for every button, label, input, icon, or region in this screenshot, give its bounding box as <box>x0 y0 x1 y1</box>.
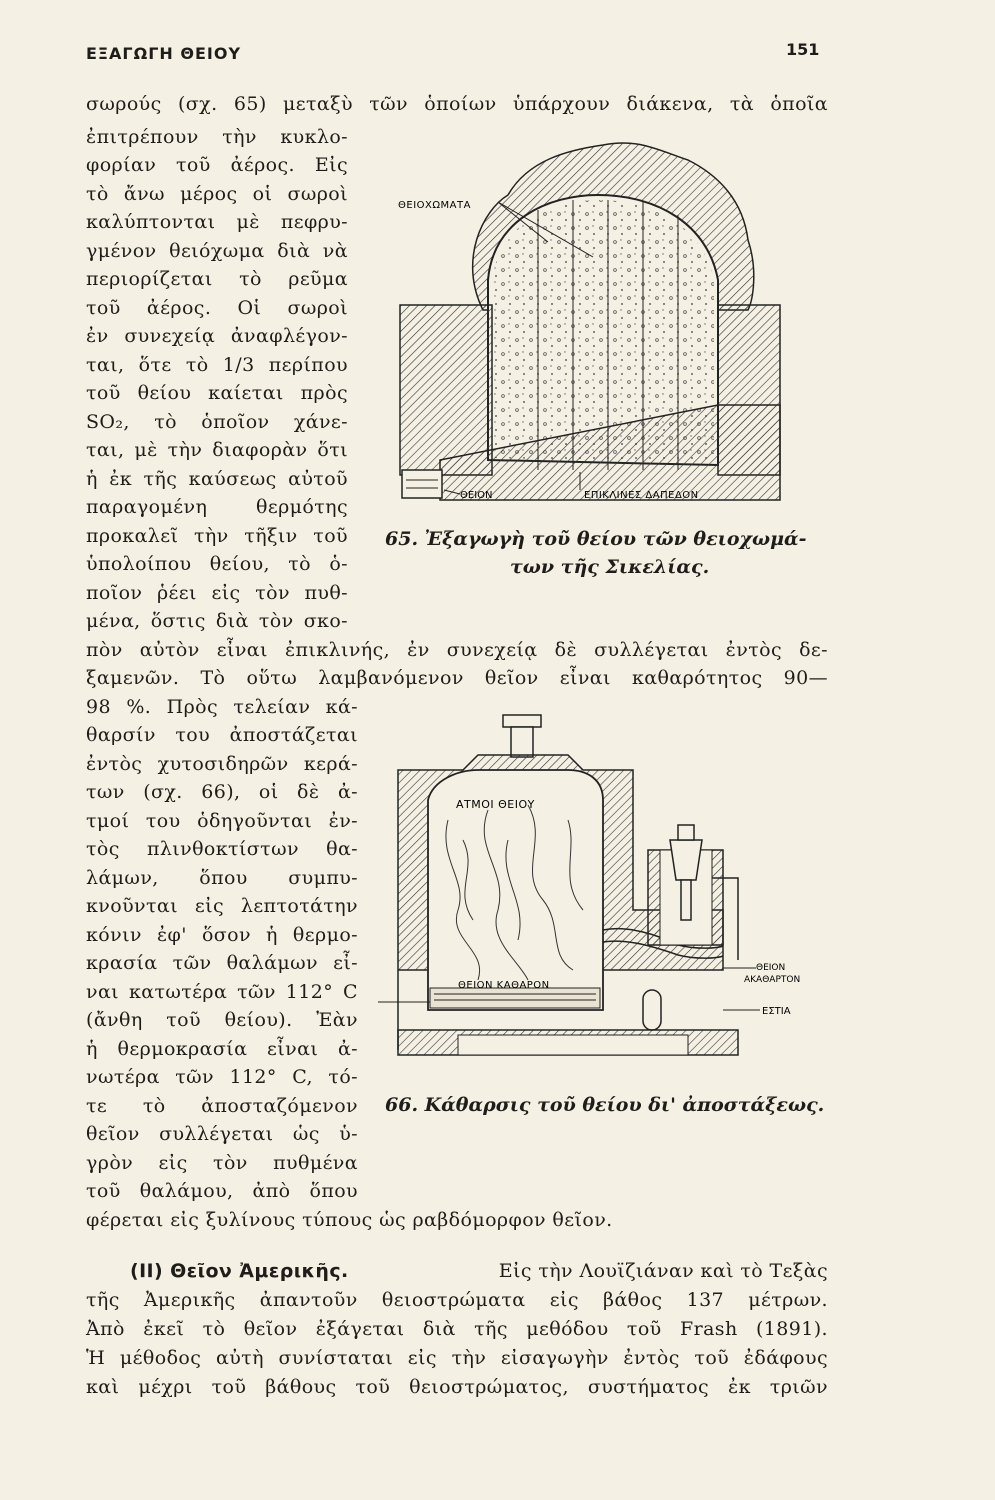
text-line: ἐντὸς χυτοσιδηρῶν κερά- <box>86 753 358 775</box>
kettle <box>670 840 702 880</box>
section-heading-line <box>130 1260 828 1282</box>
text-line: ὑπολοίπου θείου, τὸ ὁ- <box>86 553 348 575</box>
text-line: τὸ ἄνω μέρος οἱ σωροὶ <box>86 183 348 205</box>
text-line: ἡ ἐκ τῆς καύσεως αὐτοῦ <box>86 468 348 490</box>
text-line: νωτέρα τῶν 112° C, τό- <box>86 1066 358 1088</box>
text-line: φέρεται εἰς ξυλίνους τύπους ὡς ραβδόμορφον θεῖον. <box>86 1209 613 1231</box>
collection-basin <box>402 470 442 498</box>
text-line: τμοί του ὁδηγοῦνται ἐν- <box>86 810 358 832</box>
text-line: ποῖον ῥέει εἰς τὸν πυθ- <box>86 582 348 604</box>
text-line: ἡ θερμοκρασία εἶναι ἀ- <box>86 1038 358 1060</box>
text-line: πὸν αὐτὸν εἶναι ἐπικλινής, ἐν συνεχείᾳ δὲ συλλέγεται ἐντὸς δε- <box>86 639 828 661</box>
text-line: μένα, ὅστις διὰ τὸν σκο- <box>86 610 348 632</box>
text-line: φορίαν τοῦ ἀέρος. Εἰς <box>86 154 348 176</box>
label-sloped-floor: ΕΠΙΚΛΙΝΕΣ ΔΑΠΕΔΟΝ <box>584 490 699 501</box>
page-number: 151 <box>786 40 820 59</box>
text-line: προκαλεῖ τὴν τῆξιν τοῦ <box>86 525 348 547</box>
label-impure-sulfur-2: ΑΚΑΘΑΡΤΟΝ <box>744 975 801 985</box>
label-impure-sulfur: ΘΕΙΟΝ <box>756 963 786 973</box>
text-line: σωρούς (σχ. 65) μεταξὺ τῶν ὁποίων ὑπάρχουν διάκενα, τὰ ὁποῖα <box>86 93 828 115</box>
text-line: γμένον θειόχωμα διὰ νὰ <box>86 240 348 262</box>
text-line: κρασία τῶν θαλάμων εἶ- <box>86 952 358 974</box>
figure-66-diagram <box>378 710 818 1080</box>
text-line: καλύπτονται μὲ πεφρυ- <box>86 211 348 233</box>
label-sulfur: ΘΕΙΟΝ <box>460 490 493 501</box>
hearth-opening <box>643 990 661 1030</box>
text-line: τοῦ θαλάμου, ἀπὸ ὅπου <box>86 1180 358 1202</box>
label-sulfur-vapors: ΑΤΜΟΙ ΘΕΙΟΥ <box>456 798 535 811</box>
text-line: παραγομένη θερμότης <box>86 496 348 518</box>
text-line: τοῦ ἀέρος. Οἱ σωροὶ <box>86 297 348 319</box>
text-line: λάμων, ὅπου συμπυ- <box>86 867 358 889</box>
text-line: ται, ὅτε τὸ 1/3 περίπου <box>86 354 348 376</box>
chimney-cap <box>503 715 541 727</box>
section-heading: (ΙΙ) Θεῖον Ἀμερικῆς. <box>130 1260 349 1282</box>
text-line: τῆς Ἀμερικῆς ἀπαντοῦν θειοστρώματα εἰς βάθος 137 μέτρων. <box>86 1289 828 1311</box>
text-line: θαρσίν του ἀποστάζεται <box>86 724 358 746</box>
text-line: τε τὸ ἀποσταζόμενον <box>86 1095 358 1117</box>
text-line: ἐν συνεχείᾳ ἀναφλέγον- <box>86 325 348 347</box>
running-title: ΕΞΑΓΩΓΗ ΘΕΙΟΥ <box>86 44 242 63</box>
label-hearth: ΕΣΤΙΑ <box>762 1006 791 1017</box>
figure-65-caption: 65. Ἐξαγωγὴ τοῦ θείου τῶν θειοχωμά- <box>385 528 807 550</box>
figure-65-caption-line2: των τῆς Σικελίας. <box>510 556 710 578</box>
text-line: 98 %. Πρὸς τελείαν κά- <box>86 696 358 718</box>
text-line: ἐπιτρέπουν τὴν κυκλο- <box>86 126 348 148</box>
text-line: Ἡ μέθοδος αὐτὴ συνίσταται εἰς τὴν εἰσαγωγὴν ἐντὸς τοῦ ἐδάφους <box>86 1347 828 1369</box>
label-sulfur-earth: ΘΕΙΟΧΩΜΑΤΑ <box>398 200 471 211</box>
text-line: κόνιν ἐφ' ὅσον ἡ θερμο- <box>86 924 358 946</box>
chimney <box>511 727 533 757</box>
figure-66-caption: 66. Κάθαρσις τοῦ θείου δι' ἀποστάξεως. <box>385 1094 825 1116</box>
text-line: κνοῦνται εἰς λεπτοτάτην <box>86 895 358 917</box>
text-line: ξαμενῶν. Τὸ οὕτω λαμβανόμενον θεῖον εἶναι καθαρότητος 90— <box>86 667 828 689</box>
text-line: τὸς πλινθοκτίστων θα- <box>86 838 358 860</box>
text-line: γρὸν εἰς τὸν πυθμένα <box>86 1152 358 1174</box>
text-line: SO₂, τὸ ὁποῖον χάνε- <box>86 411 348 433</box>
pure-sulfur-pool <box>430 988 600 1008</box>
text-line: ται, μὲ τὴν διαφορὰν ὅτι <box>86 439 348 461</box>
text-line: των (σχ. 66), οἱ δὲ ἀ- <box>86 781 358 803</box>
text-line: περιορίζεται τὸ ρεῦμα <box>86 268 348 290</box>
left-wall <box>400 305 492 475</box>
label-pure-sulfur: ΘΕΙΟΝ ΚΑΘΑΡΟΝ <box>458 980 550 991</box>
text-span: Εἰς τὴν Λουϊζιάναν καὶ τὸ Τεξὰς <box>498 1260 828 1282</box>
figure-65-diagram <box>388 140 808 520</box>
text-line: ναι κατωτέρα τῶν 112° C <box>86 981 358 1003</box>
text-line: τοῦ θείου καίεται πρὸς <box>86 382 348 404</box>
text-line: (ἄνθη τοῦ θείου). Ἐὰν <box>86 1009 358 1031</box>
text-line: Ἀπὸ ἐκεῖ τὸ θεῖον ἐξάγεται διὰ τῆς μεθόδου τοῦ Frash (1891). <box>86 1318 828 1340</box>
text-line: θεῖον συλλέγεται ὡς ὑ- <box>86 1123 358 1145</box>
text-line: καὶ μέχρι τοῦ βάθους τοῦ θειοστρώματος, συστήματος ἐκ τριῶν <box>86 1376 828 1398</box>
